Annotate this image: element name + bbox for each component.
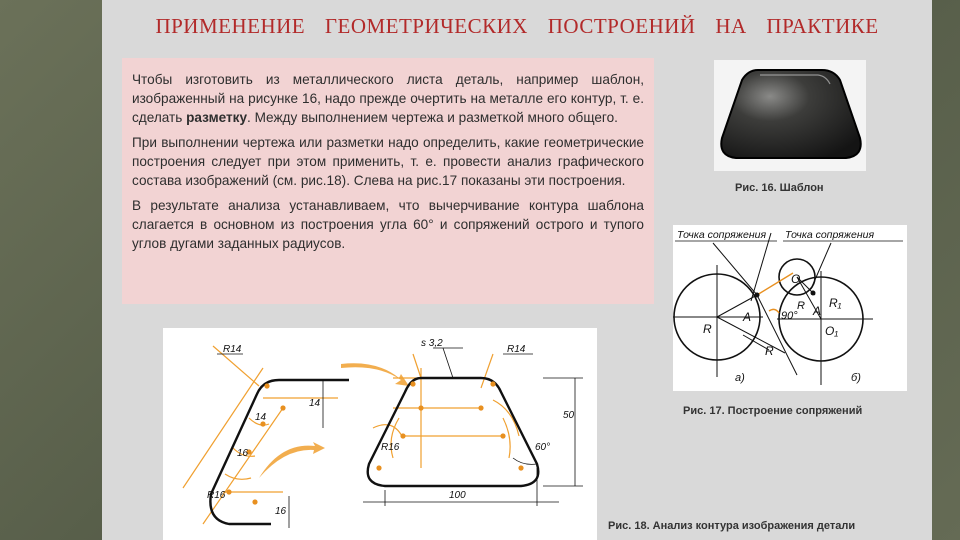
paragraph-1-bold: разметку (186, 110, 248, 125)
fig17-point-a-left: A (743, 310, 752, 324)
fig17-point-o: O (791, 272, 801, 286)
fig18-r14-right: R14 (507, 344, 526, 355)
slide (102, 0, 932, 540)
paragraph-3: В результате анализа устанавливаем, что вычерчивание контура шаблона слагается в основном из построения угла 60° и сопряжений острого и тупого углов дугами заданных радиусов. (132, 198, 644, 251)
fig18-r16-left: R16 (207, 490, 226, 501)
paragraph-1 (132, 70, 644, 127)
slide-title: ПРИМЕНЕНИЕ ГЕОМЕТРИЧЕСКИХ ПОСТРОЕНИЙ НА ПРАКТИКЕ (155, 14, 879, 38)
paragraph-1-start: Чтобы изготовить из металлического листа деталь, например шаблон, изображенный на рисунке 16, надо прежде очертить на металле его контур, т. е. сделать (132, 72, 644, 125)
fig17-angle: 90° (781, 310, 798, 322)
fig17-r-left: R (703, 322, 712, 336)
fig17-label-right: Точка сопряжения (785, 229, 875, 241)
paragraph-1-end: . Между выполнением чертежа и разметкой много общего. (247, 110, 618, 125)
fig17-r-small: R (797, 300, 805, 312)
fig18-dim-100: 100 (449, 490, 466, 501)
paragraph-2: При выполнении чертежа или разметки надо определить, какие геометрические построения следует при этом применить, т. е. провести анализ графического состава изображений (см. рис.18). Слева на рис.17 показаны эти построения. (132, 135, 644, 188)
fillet-construction-figure (673, 225, 907, 391)
caption-fig18: Рис. 18. Анализ контура изображения детали (608, 520, 856, 532)
fig18-dim-14a: 14 (309, 398, 321, 409)
fig17-sub-b: б) (851, 372, 861, 384)
caption-fig16: Рис. 16. Шаблон (735, 182, 824, 194)
fig17-r1: R₁ (829, 296, 842, 310)
fig18-r16-right: R16 (381, 442, 400, 453)
fig17-point-o1: O₁ (825, 324, 839, 338)
fig18-dim-14b: 14 (255, 412, 267, 423)
fig18-dim-50: 50 (563, 410, 575, 421)
fig17-sub-a: а) (735, 372, 745, 384)
fig17-point-a-right: A (813, 304, 822, 318)
fig18-angle: 60° (535, 442, 551, 453)
fig17-r-bottom: R (765, 344, 774, 358)
template-photo (714, 60, 866, 171)
fig18-dim-16b: 16 (275, 506, 287, 517)
fig18-r14-left: R14 (223, 344, 242, 355)
fig18-thickness: s 3,2 (421, 338, 443, 349)
text-block (122, 58, 654, 304)
caption-fig17: Рис. 17. Построение сопряжений (683, 405, 863, 417)
contour-analysis-figure (163, 328, 597, 540)
fig17-label-left: Точка сопряжения (677, 229, 767, 241)
fig18-dim-16a: 16 (237, 448, 249, 459)
